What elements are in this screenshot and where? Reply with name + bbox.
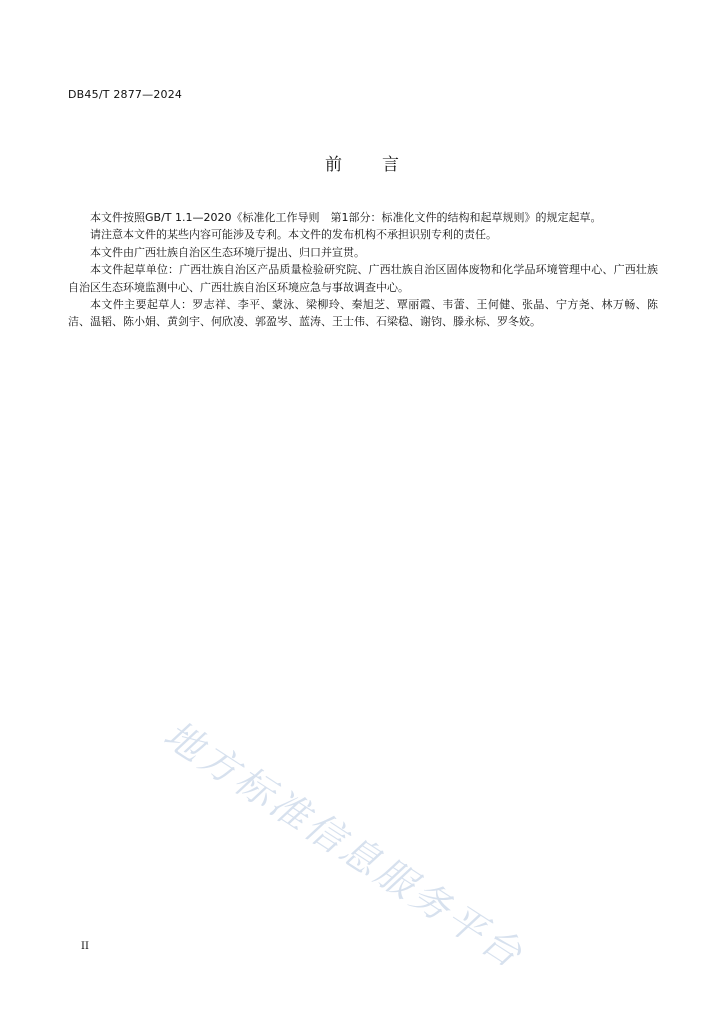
foreword-content <box>68 209 658 331</box>
page-number: II <box>81 941 89 952</box>
paragraph-drafting-rules: 本文件按照GB/T 1.1—2020《标准化工作导则 第1部分：标准化文件的结构和起草规则》的规定起草。 <box>90 211 602 224</box>
watermark: 地方标准信息服务平台 <box>156 711 533 978</box>
paragraph-drafters: 本文件主要起草人：罗志祥、李平、蒙泳、梁柳玲、秦旭芝、覃丽霞、韦蕾、王何健、张晶、宁方尧、林万畅、陈洁、温韬、陈小娟、黄剑宇、何欣凌、郭盈岑、蓝涛、王士伟、石梁稳、谢钧、滕永标、罗冬姣。 <box>68 298 658 329</box>
page-title: 前言 <box>325 155 439 175</box>
paragraph-drafting-units: 本文件起草单位：广西壮族自治区产品质量检验研究院、广西壮族自治区固体废物和化学品环境管理中心、广西壮族自治区生态环境监测中心、广西壮族自治区环境应急与事故调查中心。 <box>68 263 658 294</box>
document-code: DB45/T 2877—2024 <box>68 88 183 101</box>
paragraph-patent-notice: 请注意本文件的某些内容可能涉及专利。本文件的发布机构不承担识别专利的责任。 <box>90 228 497 242</box>
paragraph-proposer: 本文件由广西壮族自治区生态环境厅提出、归口并宣贯。 <box>90 245 365 259</box>
